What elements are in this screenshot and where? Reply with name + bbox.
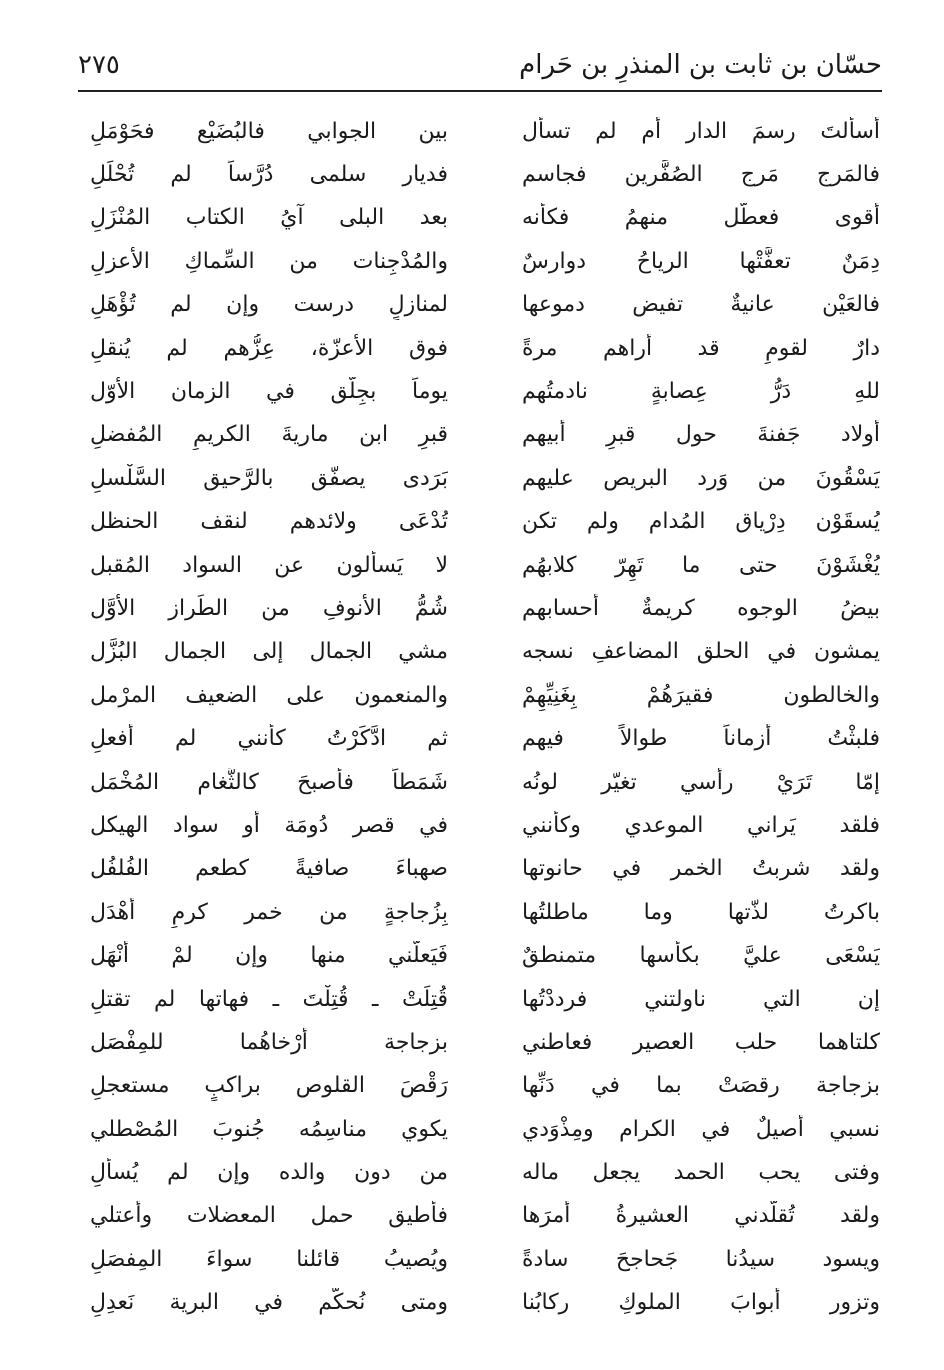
verse — [90, 240, 880, 283]
poem — [90, 110, 880, 1325]
second-hemistich: بَرَدى يصفّق بالرَّحيق السَّلْسلِ — [90, 465, 448, 491]
first-hemistich: يمشون في الحلق المضاعفِ نسجه — [522, 639, 880, 665]
verse — [90, 804, 880, 847]
second-hemistich: والمُدْجِنات من السِّماكِ الأعزلِ — [90, 248, 448, 274]
first-hemistich: ولقد شربتُ الخمر في حانوتها — [522, 856, 880, 882]
first-hemistich: إن التي ناولتني فرددْتُها — [522, 986, 880, 1012]
second-hemistich: ثم ادَّكَرْتُ كأنني لم أفعلِ — [90, 726, 448, 752]
verse — [90, 110, 880, 153]
first-hemistich: دارٌ لقومٍ قد أراهم مرةً — [522, 335, 880, 361]
verse — [90, 327, 880, 370]
second-hemistich: بين الجوابي فالبُضَيْع فحَوْمَلِ — [90, 118, 448, 144]
second-hemistich: يكوي مناسِمُه جُنوبَ المُصْطلي — [90, 1116, 448, 1142]
first-hemistich: وتزور أبوابَ الملوكِ ركابُنا — [522, 1290, 880, 1316]
second-hemistich: فوق الأعزّة، عِزُّهم لم يُنقلِ — [90, 335, 448, 361]
verse — [90, 197, 880, 240]
first-hemistich: باكرتُ لذّتها وما ماطلتُها — [522, 899, 880, 925]
verse — [90, 1238, 880, 1281]
verse — [90, 544, 880, 587]
verse — [90, 1108, 880, 1151]
second-hemistich: يوماً بجِلَّق في الزمان الأوّل — [90, 379, 448, 405]
second-hemistich: تُدْعَى ولائدهم لنقف الحنظل — [90, 509, 448, 535]
second-hemistich: ومتى نُحكّم في البرية نَعدِلِ — [90, 1290, 448, 1316]
second-hemistich: لا يَسألون عن السواد المُقبل — [90, 552, 448, 578]
second-hemistich: صهباءَ صافيةً كطعم الفُلفُل — [90, 856, 448, 882]
first-hemistich: إمّا تَرَيْ رأسي تغيّر لونُه — [522, 769, 880, 795]
verse — [90, 1195, 880, 1238]
verse — [90, 674, 880, 717]
first-hemistich: فلقد يَراني الموعدي وكأنني — [522, 812, 880, 838]
verse — [90, 631, 880, 674]
first-hemistich: أولاد جَفنةَ حول قبرِ أبيهم — [522, 422, 880, 448]
second-hemistich: شُمُّ الأنوفِ من الطِّراز الأوَّل — [90, 595, 448, 621]
first-hemistich: أقوى فعطَّل منهمُ فكأنه — [522, 205, 880, 231]
verse — [90, 153, 880, 196]
page-header — [78, 38, 882, 92]
first-hemistich: نسبي أصيلٌ في الكرام ومِذْوَدي — [522, 1116, 880, 1142]
second-hemistich: ويُصيبُ قائلنا سواءَ المِفصَلِ — [90, 1246, 448, 1272]
second-hemistich: لمنازلٍ درست وإن لم تُؤْهَلِ — [90, 292, 448, 318]
first-hemistich: كلتاهما حلب العصير فعاطني — [522, 1029, 880, 1055]
verse — [90, 501, 880, 544]
first-hemistich: يُغْشَوْنَ حتى ما تَهِرّ كلابهُم — [522, 552, 880, 578]
second-hemistich: قبرِ ابن ماريةَ الكريمِ المُفضلِ — [90, 422, 448, 448]
verse — [90, 1021, 880, 1064]
verse — [90, 848, 880, 891]
verse — [90, 717, 880, 760]
first-hemistich: يَسْقُونَ من وَرد البريص عليهم — [522, 465, 880, 491]
verse — [90, 934, 880, 977]
second-hemistich: شَمَطاً فأصبحَ كالثَّغام المُخْمَل — [90, 769, 448, 795]
first-hemistich: فلبثْتُ أزماناً طوالاً فيهم — [522, 726, 880, 752]
second-hemistich: والمنعمون على الضعيف المرْمل — [90, 682, 448, 708]
verse — [90, 284, 880, 327]
verse — [90, 1282, 880, 1325]
first-hemistich: يُسقَوْن دِرْياق المُدام ولم تكن — [522, 509, 880, 535]
first-hemistich: وفتى يحب الحمد يجعل ماله — [522, 1160, 880, 1186]
verse — [90, 1065, 880, 1108]
second-hemistich: قُتِلَتْ ـ قُتِلْتَ ـ فهاتها لم تقتلِ — [90, 986, 448, 1012]
first-hemistich: والخالطون فقيرَهُمْ بِغَنِيِّهِمْ — [522, 682, 880, 708]
verse — [90, 587, 880, 630]
first-hemistich: بزجاجة رقصَتْ بما في دَنِّها — [522, 1073, 880, 1099]
first-hemistich: دِمَنٌ تعفَّتْها الرياحُ دوارسٌ — [522, 248, 880, 274]
page-number: ٢٧٥ — [78, 50, 120, 80]
second-hemistich: في قصر دُومَة أو سواد الهيكل — [90, 812, 448, 838]
second-hemistich: فأطيق حمل المعضلات وأعتلي — [90, 1203, 448, 1229]
verse — [90, 891, 880, 934]
second-hemistich: بزجاجة أرْخاهُما للمِفْصَل — [90, 1029, 448, 1055]
running-title: حسّان بن ثابت بن المنذرِ بن حَرام — [519, 50, 882, 80]
verse — [90, 978, 880, 1021]
first-hemistich: للهِ دَرُّ عِصابةٍ نادمتُهم — [522, 379, 880, 405]
first-hemistich: يَسْعَى عليَّ بكأسها متمنطقٌ — [522, 943, 880, 969]
first-hemistich: ولقد تُقلّدني العشيرةُ أمرَها — [522, 1203, 880, 1229]
verse — [90, 1151, 880, 1194]
first-hemistich: ويسود سيدُنا جَحاجحَ سادةً — [522, 1246, 880, 1272]
second-hemistich: بعد البلى آيُ الكتاب المُنْزَلِ — [90, 205, 448, 231]
verse — [90, 457, 880, 500]
verse — [90, 370, 880, 413]
first-hemistich: فالمَرج مَرج الصُفَّرين فجاسم — [522, 162, 880, 188]
second-hemistich: بِزُجاجةٍ من خمر كرمِ أهْدَل — [90, 899, 448, 925]
verse — [90, 761, 880, 804]
first-hemistich: أسألتَ رسمَ الدار أم لم تسأل — [522, 118, 880, 144]
verse — [90, 414, 880, 457]
first-hemistich: فالعَيْن عانيةٌ تفيض دموعها — [522, 292, 880, 318]
second-hemistich: رَقْصَ القلوص براكبٍ مستعجلِ — [90, 1073, 448, 1099]
first-hemistich: بيضُ الوجوه كريمةٌ أحسابهم — [522, 595, 880, 621]
second-hemistich: فديار سلمى دُرَّساً لم تُحْلَلِ — [90, 162, 448, 188]
second-hemistich: من دون والده وإن لم يُسألِ — [90, 1160, 448, 1186]
second-hemistich: فَيَعلُّني منها وإن لمْ أنْهَل — [90, 943, 448, 969]
second-hemistich: مشي الجمال إلى الجمال البُزَّل — [90, 639, 448, 665]
